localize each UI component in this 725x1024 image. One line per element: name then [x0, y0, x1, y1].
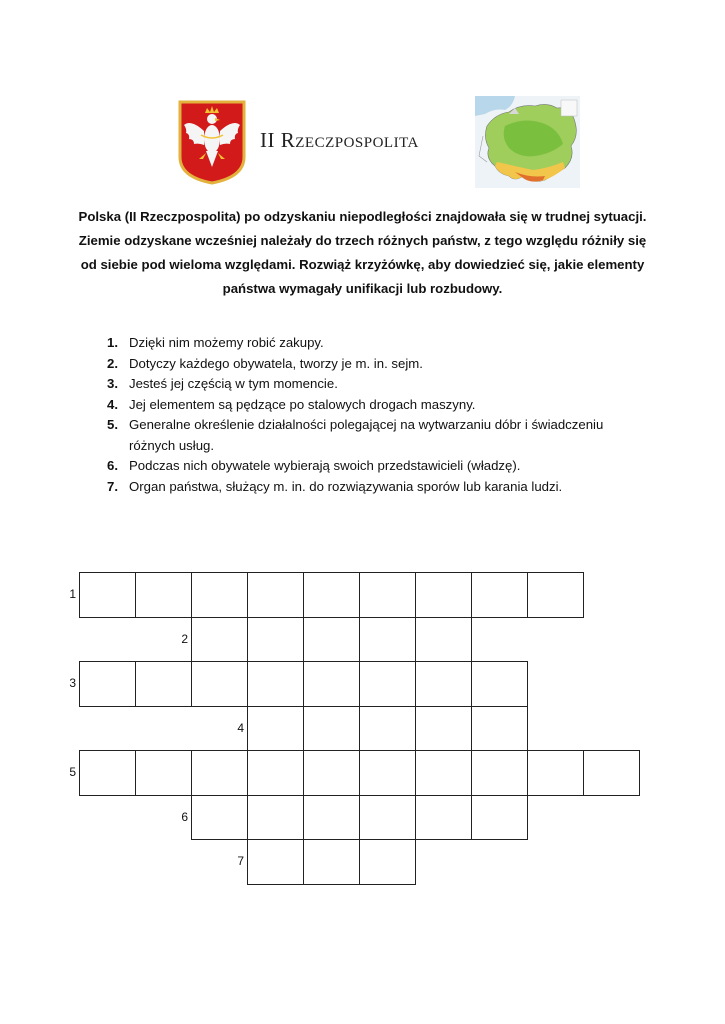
crossword-cell[interactable]	[583, 750, 640, 796]
crossword-cell[interactable]	[79, 750, 136, 796]
crossword-cell[interactable]	[415, 706, 472, 752]
crossword-cell[interactable]	[359, 706, 416, 752]
question-number: 6.	[107, 458, 118, 473]
question-item	[107, 395, 627, 416]
crossword-cell[interactable]	[135, 750, 192, 796]
crossword-cell[interactable]	[303, 706, 360, 752]
crossword-cell[interactable]	[359, 661, 416, 707]
question-number: 3.	[107, 376, 118, 391]
question-number: 7.	[107, 478, 118, 494]
crossword-cell[interactable]	[303, 661, 360, 707]
crossword-cell[interactable]	[303, 839, 360, 885]
crossword-cell[interactable]	[359, 795, 416, 841]
question-item	[107, 415, 627, 456]
crossword-cell[interactable]	[359, 572, 416, 618]
questions-list	[107, 333, 627, 497]
question-text: Jesteś jej częścią w tym momencie.	[129, 376, 338, 391]
crossword-cell[interactable]	[471, 750, 528, 796]
crossword-cell[interactable]	[191, 750, 248, 796]
crossword-cell[interactable]	[471, 795, 528, 841]
crossword-cell[interactable]	[247, 706, 304, 752]
crossword-cell[interactable]	[247, 795, 304, 841]
page-title: II Rzeczpospolita	[260, 128, 419, 152]
crossword-cell[interactable]	[191, 617, 248, 663]
question-text: Jej elementem są pędzące po stalowych drogach maszyny.	[129, 396, 476, 412]
crossword-cell[interactable]	[191, 795, 248, 841]
crossword-cell[interactable]	[135, 572, 192, 618]
crossword-row-number: 5	[69, 765, 76, 779]
crossword-row-number: 1	[69, 587, 76, 601]
crossword-cell[interactable]	[527, 750, 584, 796]
question-number: 1.	[107, 335, 118, 350]
crossword-cell[interactable]	[135, 661, 192, 707]
intro-paragraph: Polska (II Rzeczpospolita) po odzyskaniu niepodległości znajdowała się w trudnej sytuacji. Ziemie odzyskane wcześniej należały do trzech różnych państw, z tego względu różniły się od siebie pod wieloma względami. Rozwiąż krzyżówkę, aby dowiedzieć się, jakie elementy państwa wymagały unifikacji lub rozbudowy.	[78, 209, 647, 296]
question-text: Generalne określenie działalności polegającej na wytwarzaniu dóbr i świadczeniu różnych usług.	[129, 417, 604, 453]
crossword-cell[interactable]	[415, 572, 472, 618]
crossword-cell[interactable]	[303, 795, 360, 841]
crossword-cell[interactable]	[359, 839, 416, 885]
crossword-row-number: 6	[181, 809, 188, 824]
question-text: Dotyczy każdego obywatela, tworzy je m. in. sejm.	[129, 355, 423, 371]
crossword-cell[interactable]	[79, 572, 136, 618]
crossword-cell[interactable]	[471, 706, 528, 752]
crossword-cell[interactable]	[471, 661, 528, 707]
crossword-cell[interactable]	[359, 617, 416, 663]
crossword-cell[interactable]	[247, 661, 304, 707]
crossword-row-number: 4	[237, 720, 244, 735]
question-item	[107, 456, 627, 477]
crossword-cell[interactable]	[471, 572, 528, 618]
crossword-cell[interactable]	[79, 661, 136, 707]
question-number: 2.	[107, 355, 118, 371]
crossword-row-number: 2	[181, 631, 188, 646]
question-text: Podczas nich obywatele wybierają swoich przedstawicieli (władzę).	[129, 458, 521, 473]
crossword-row-number: 7	[237, 854, 244, 868]
crossword-cell[interactable]	[415, 750, 472, 796]
question-item	[107, 374, 627, 395]
crossword-cell[interactable]	[247, 839, 304, 885]
crossword-cell[interactable]	[303, 572, 360, 618]
crossword-row-number: 3	[69, 676, 76, 690]
interwar-poland-map-icon	[475, 96, 580, 188]
crossword-cell[interactable]	[303, 617, 360, 663]
crossword-cell[interactable]	[359, 750, 416, 796]
question-text: Dzięki nim możemy robić zakupy.	[129, 335, 324, 350]
crossword-cell[interactable]	[247, 617, 304, 663]
crossword-cell[interactable]	[527, 572, 584, 618]
question-item	[107, 333, 627, 354]
question-item	[107, 477, 627, 498]
crossword-cell[interactable]	[191, 572, 248, 618]
crossword-cell[interactable]	[247, 572, 304, 618]
crossword-cell[interactable]	[247, 750, 304, 796]
crossword-cell[interactable]	[191, 661, 248, 707]
crossword-cell[interactable]	[415, 795, 472, 841]
crossword-cell[interactable]	[303, 750, 360, 796]
question-item	[107, 354, 627, 375]
question-number: 5.	[107, 417, 118, 432]
polish-eagle-emblem-icon	[177, 99, 247, 185]
crossword-cell[interactable]	[415, 661, 472, 707]
question-number: 4.	[107, 396, 118, 412]
crossword-cell[interactable]	[415, 617, 472, 663]
question-text: Organ państwa, służący m. in. do rozwiązywania sporów lub karania ludzi.	[129, 478, 563, 494]
